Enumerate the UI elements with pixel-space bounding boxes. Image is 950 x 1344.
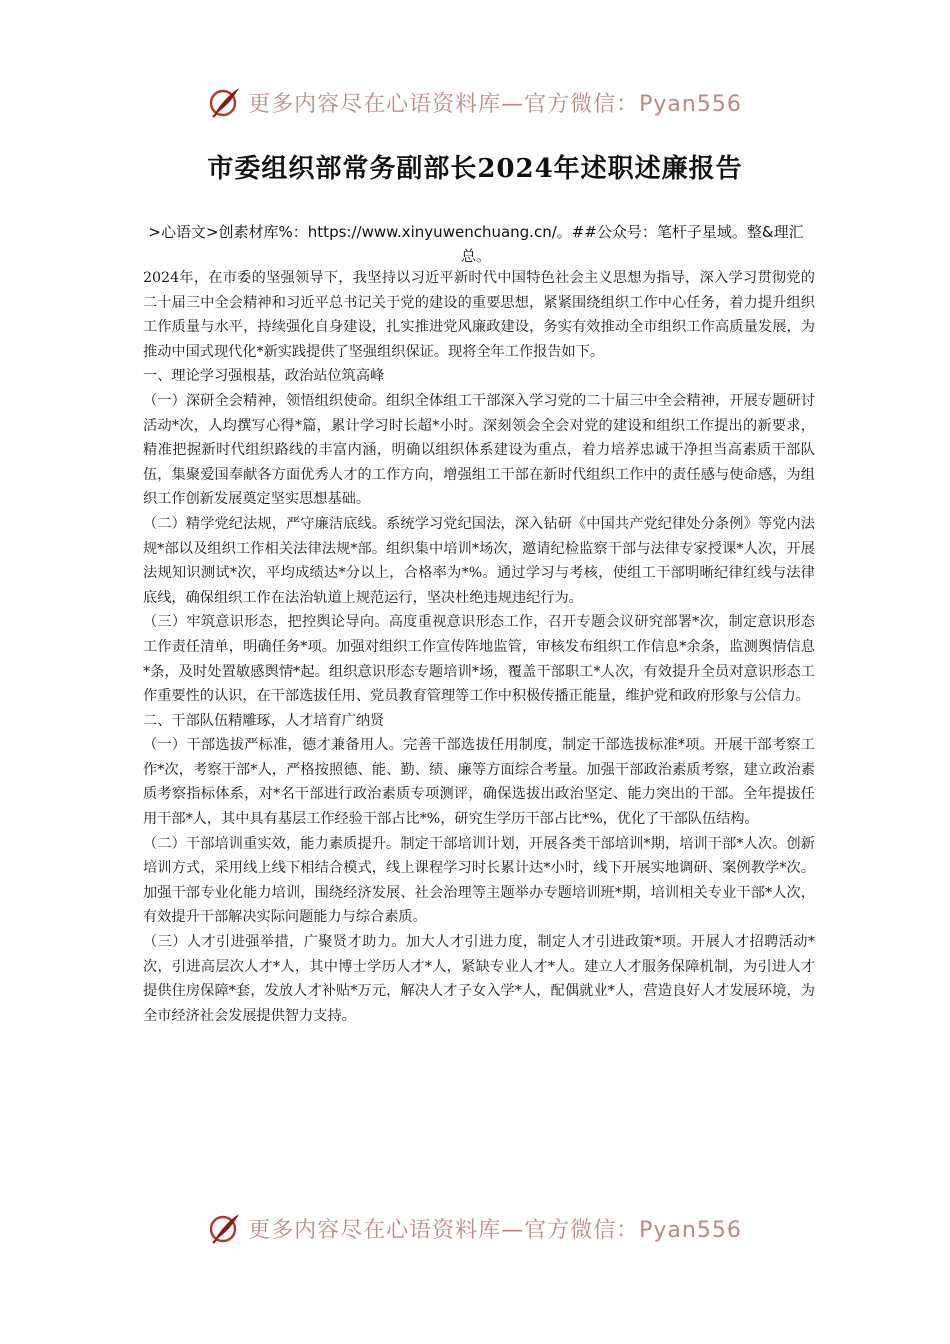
banner-text: 更多内容尽在心语资料库—官方微信：Pyan556: [248, 91, 742, 117]
paragraph: （一）干部选拔严标准，德才兼备用人。完善干部选拔任用制度，制定干部选拔标准*项。开展干部考察工作*次，考察干部*人，严格按照德、能、勤、绩、廉等方面综合考量。加强干部政治素质考察，建立政治素质考察指标体系，对*名干部进行政治素质专项测评，确保选拔出政治坚定、能力突出的干部。全年提拔任用干部*人，其中具有基层工作经验干部占比*%，研究生学历干部占比*%，优化了干部队伍结构。: [143, 737, 815, 828]
banner-text: 更多内容尽在心语资料库—官方微信：Pyan556: [248, 1217, 742, 1243]
paragraph: （一）深研全会精神，领悟组织使命。组织全体组工干部深入学习党的二十届三中全会精神，开展专题研讨活动*次，人均撰写心得*篇，累计学习时长超*小时。深刻领会全会对党的建设和组织工作提出的新要求，精准把握新时代组织路线的丰富内涵，明确以组织体系建设为重点，着力培养忠诚干净担当高素质干部队伍，集聚爱国奉献各方面优秀人才的工作方向，增强组工干部在新时代组织工作中的责任感与使命感，为组织工作创新发展奠定坚实思想基础。: [143, 392, 815, 508]
paragraph: （二）干部培训重实效，能力素质提升。制定干部培训计划，开展各类干部培训*期，培训干部*人次。创新培训方式，采用线上线下相结合模式，线上课程学习时长累计达*小时，线下开展实地调研、案例教学*次。加强干部专业化能力培训，围绕经济发展、社会治理等主题举办专题培训班*期，培训相关专业干部*人次，有效提升干部解决实际问题能力与综合素质。: [143, 835, 815, 926]
header-banner: [0, 80, 950, 124]
paragraph: （三）人才引进强举措，广聚贤才助力。加大人才引进力度，制定人才引进政策*项。开展人才招聘活动*次，引进高层次人才*人，其中博士学历人才*人，紧缺专业人才*人。建立人才服务保障机制，为引进人才提供住房保障*套，发放人才补贴*万元，解决人才子女入学*人，配偶就业*人，营造良好人才发展环境，为全市经济社会发展提供智力支持。: [143, 934, 815, 1024]
section-heading: 一、理论学习强根基，政治站位筑高峰: [143, 368, 385, 385]
document-body: [143, 266, 815, 1028]
paragraph: （二）精学党纪法规，严守廉洁底线。系统学习党纪国法，深入钻研《中国共产党纪律处分条例》等党内法规*部以及组织工作相关法律法规*部。组织集中培训*场次，邀请纪检监察干部与法律专家授课*人次，开展法规知识测试*次，平均成绩达*分以上，合格率为*%。通过学习与考核，使组工干部明晰纪律红线与法律底线，确保组织工作在法治轨道上规范运行，坚决杜绝违规违纪行为。: [143, 515, 815, 606]
quill-logo-icon: [208, 1211, 242, 1245]
source-line: >心语文>创素材库%：https://www.xinyuwenchuang.cn/。##公众号：笔杆子星域。整&理汇总。: [148, 223, 804, 265]
paragraph: （三）牢筑意识形态，把控舆论导向。高度重视意识形态工作，召开专题会议研究部署*次，制定意识形态工作责任清单，明确任务*项。加强对组织工作宣传阵地监管，审核发布组织工作信息*余条，监测舆情信息*条，及时处置敏感舆情*起。组织意识形态专题培训*场，覆盖干部职工*人次，有效提升全员对意识形态工作重要性的认识，在干部选拔任用、党员教育管理等工作中积极传播正能量，维护党和政府形象与公信力。: [143, 614, 815, 705]
footer-banner: [0, 1206, 950, 1250]
quill-logo-icon: [208, 85, 242, 119]
document-title: 市委组织部常务副部长2024年述职述廉报告: [207, 154, 743, 184]
intro-paragraph: 2024年，在市委的坚强领导下，我坚持以习近平新时代中国特色社会主义思想为指导，深入学习贯彻党的二十届三中全会精神和习近平总书记关于党的建设的重要思想，紧紧围绕组织工作中心任务，着力提升组织工作质量与水平，持续强化自身建设，扎实推进党风廉政建设，务实有效推动全市组织工作高质量发展，为推动中国式现代化*新实践提供了坚强组织保证。现将全年工作报告如下。: [143, 270, 815, 360]
section-heading: 二、干部队伍精雕琢，人才培育广纳贤: [143, 712, 385, 729]
